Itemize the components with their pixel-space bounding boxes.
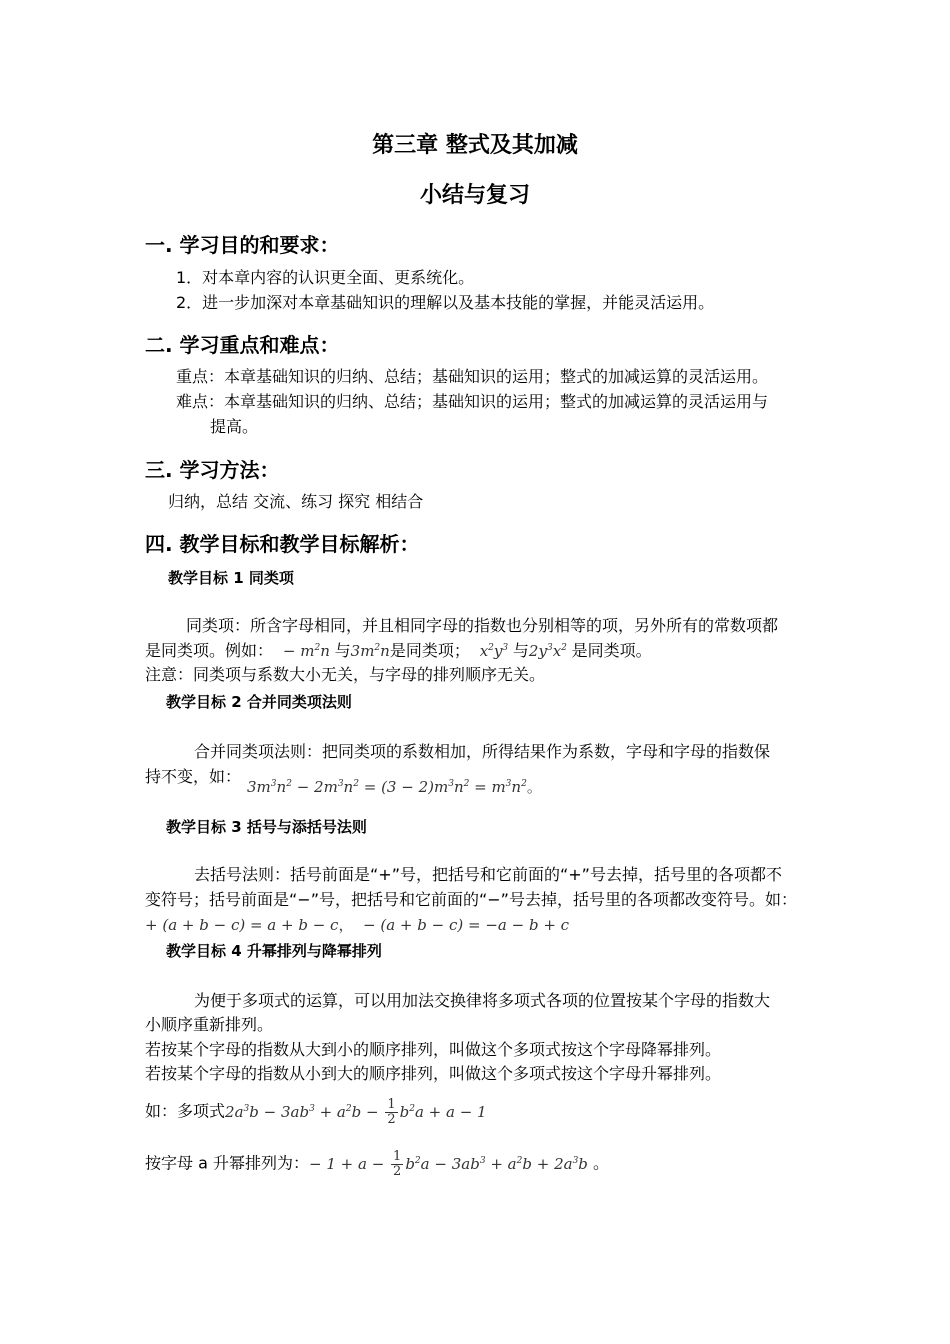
objective-2-text: 合并同类项法则：把同类项的系数相加，所得结果作为系数，字母和字母的指数保 (194, 742, 771, 761)
example-label: 按字母 a 升幂排列为： (145, 1153, 309, 1173)
objective-3-text-cont: 变符号；括号前面是“−”号，把括号和它前面的“−”号去掉，括号里的各项都改变符号。如： (145, 890, 797, 909)
list-item: 1．对本章内容的认识更全面、更系统化。 (176, 268, 475, 287)
text: 是同类项。 (571, 641, 652, 660)
example-label: 是同类项。例如： (145, 641, 274, 660)
math-term: − $m^2n$ (278, 642, 335, 660)
objective-1-title: 教学目标 1 同类项 (168, 569, 294, 587)
section-heading-2: 二. 学习重点和难点： (145, 333, 340, 357)
ascending-definition: 若按某个字母的指数从小到大的顺序排列，叫做这个多项式按这个字母升幂排列。 (145, 1064, 722, 1083)
math-expression: $2a^3b - 3ab^3 + a^2b$ − $\frac{1}{2}$ $b^2a + a - 1$ (225, 1097, 487, 1127)
math-expression: + (a + b − c) = a + b − c， − (a + b − c) = −a − b + c (145, 916, 570, 934)
difficult-points: 难点：本章基础知识的归纳、总结；基础知识的运用；整式的加减运算的灵活运用与 (176, 392, 769, 411)
example-label: 如：多项式 (145, 1101, 226, 1121)
study-method: 归纳，总结 交流、练习 探究 相结合 (168, 492, 424, 511)
text: 。 (593, 1153, 610, 1173)
objective-4-title: 教学目标 4 升幂排列与降幂排列 (166, 942, 382, 960)
section-heading-1: 一. 学习目的和要求： (145, 233, 340, 257)
list-item: 2．进一步加深对本章基础知识的理解以及基本技能的掌握，并能灵活运用。 (176, 293, 715, 312)
math-expression: $3m^3n^2 - 2m^3n^2 = (3 - 2)m^3n^2 = m^3n^2$。 (247, 778, 542, 796)
text: 与 (334, 641, 351, 660)
objective-4-text-cont: 小顺序重新排列。 (145, 1015, 274, 1034)
math-term: $3m^2n$ (350, 642, 390, 660)
text: 与 (512, 641, 529, 660)
objective-1-example (145, 639, 652, 663)
objective-2-example: 持不变，如： (145, 767, 242, 786)
text: 是同类项； (389, 641, 470, 660)
section-heading-3: 三. 学习方法： (145, 458, 280, 482)
section-heading-4: 四. 教学目标和教学目标解析： (145, 532, 420, 556)
page-subtitle: 小结与复习 (419, 183, 530, 208)
objective-2-title: 教学目标 2 合并同类项法则 (166, 693, 352, 711)
objective-1-note: 注意：同类项与系数大小无关，与字母的排列顺序无关。 (145, 665, 546, 684)
math-expression: − 1 + a − $\frac{1}{2}$ $b^2a - 3ab^3 + a^2b + 2a^3b$ (308, 1149, 588, 1179)
math-term: $2y^3x^2$ (528, 642, 567, 660)
ascending-example (145, 1150, 609, 1179)
objective-4-text: 为便于多项式的运算，可以用加法交换律将多项式各项的位置按某个字母的指数大 (194, 991, 771, 1010)
chapter-title: 第三章 整式及其加减 (372, 133, 578, 158)
objective-1-text: 同类项：所含字母相同，并且相同字母的指数也分别相等的项，另外所有的常数项都 (186, 616, 779, 635)
math-term: $x^2y^3$ (474, 642, 509, 660)
descending-definition: 若按某个字母的指数从大到小的顺序排列，叫做这个多项式按这个字母降幂排列。 (145, 1040, 722, 1059)
difficult-points-cont: 提高。 (210, 417, 259, 436)
objective-3-text: 去括号法则：括号前面是“+”号，把括号和它前面的“+”号去掉，括号里的各项都不 (194, 865, 782, 884)
key-points: 重点：本章基础知识的归纳、总结；基础知识的运用；整式的加减运算的灵活运用。 (176, 367, 769, 386)
objective-3-title: 教学目标 3 括号与添括号法则 (166, 818, 367, 836)
polynomial-example (145, 1098, 487, 1127)
